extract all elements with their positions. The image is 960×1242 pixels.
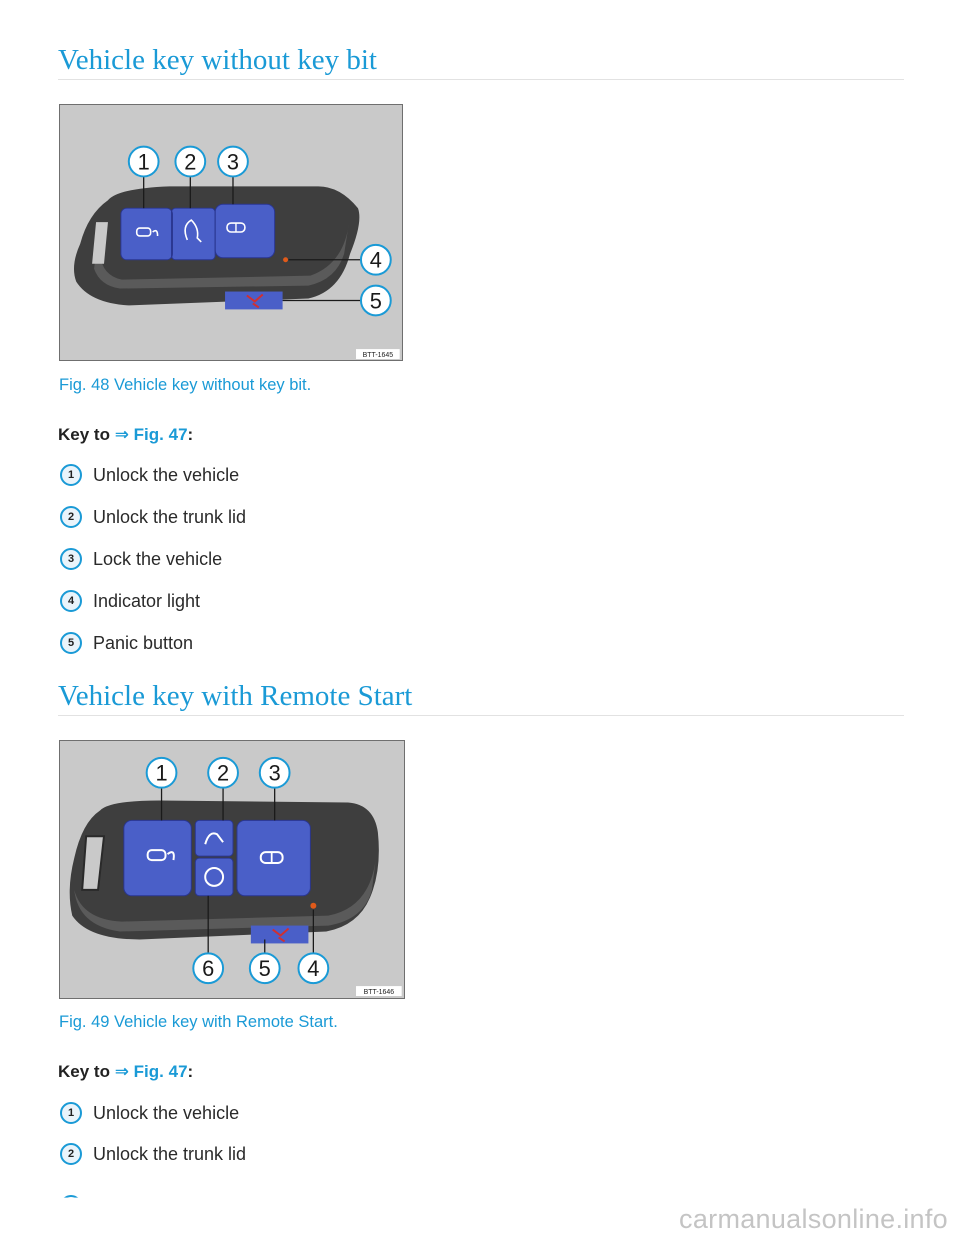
list-item bbox=[60, 504, 246, 530]
number-badge: 4 bbox=[60, 590, 82, 612]
figure-caption: Fig. 48 Vehicle key without key bit. bbox=[59, 376, 312, 394]
callout-6: 6 bbox=[202, 956, 215, 982]
callout-2: 2 bbox=[216, 760, 230, 786]
number-badge: 2 bbox=[60, 1143, 82, 1165]
fig-47-link[interactable]: ⇒ Fig. 47 bbox=[114, 425, 188, 444]
section-title-key-without-bit: Vehicle key without key bit bbox=[58, 44, 377, 76]
fig-47-link[interactable]: ⇒ Fig. 47 bbox=[114, 1062, 188, 1081]
item-label: Lock the vehicle bbox=[93, 548, 223, 569]
list-item bbox=[60, 630, 193, 656]
section-title-remote-start: Vehicle key with Remote Start bbox=[58, 680, 413, 712]
list-item bbox=[60, 1141, 246, 1167]
item-label: Unlock the trunk lid bbox=[93, 1143, 247, 1164]
key-to-heading bbox=[58, 425, 193, 445]
number-badge: 1 bbox=[60, 1102, 82, 1124]
item-label: Panic button bbox=[93, 632, 194, 653]
cut-off-badge bbox=[60, 1195, 82, 1217]
number-badge: 3 bbox=[60, 548, 82, 570]
callout-5: 5 bbox=[258, 956, 271, 982]
callout-2: 2 bbox=[184, 149, 197, 175]
list-item bbox=[60, 546, 222, 572]
list-item bbox=[60, 1100, 239, 1126]
figure-code: BTT-1646 bbox=[363, 989, 395, 997]
callout-4: 4 bbox=[307, 956, 320, 982]
callout-1: 1 bbox=[137, 149, 150, 175]
key-to-suffix: : bbox=[187, 425, 194, 444]
item-label: Unlock the trunk lid bbox=[93, 506, 247, 527]
callout-5: 5 bbox=[369, 288, 382, 314]
figure-caption: Fig. 49 Vehicle key with Remote Start. bbox=[59, 1013, 338, 1031]
number-badge: 2 bbox=[60, 506, 82, 528]
item-label: Indicator light bbox=[93, 590, 201, 611]
callout-3: 3 bbox=[226, 149, 240, 175]
list-item bbox=[60, 462, 239, 488]
item-label: Unlock the vehicle bbox=[93, 464, 240, 485]
key-to-prefix: Key to bbox=[58, 425, 110, 444]
number-badge: 5 bbox=[60, 632, 82, 654]
list-item bbox=[60, 588, 200, 614]
callout-4: 4 bbox=[369, 247, 382, 273]
callout-3: 3 bbox=[268, 760, 281, 786]
key-to-heading bbox=[58, 1062, 193, 1082]
figure-key-remote-start bbox=[59, 740, 405, 999]
item-label: Unlock the vehicle bbox=[93, 1102, 240, 1123]
figure-key-without-bit bbox=[59, 104, 403, 361]
number-badge: 1 bbox=[60, 464, 82, 486]
key-to-suffix: : bbox=[187, 1062, 194, 1081]
figure-code: BTT-1645 bbox=[362, 352, 394, 360]
callout-1: 1 bbox=[155, 760, 168, 786]
section-divider bbox=[58, 79, 904, 80]
watermark: carmanualsonline.info bbox=[679, 1204, 948, 1234]
section-divider bbox=[58, 715, 904, 716]
key-to-prefix: Key to bbox=[58, 1062, 110, 1081]
